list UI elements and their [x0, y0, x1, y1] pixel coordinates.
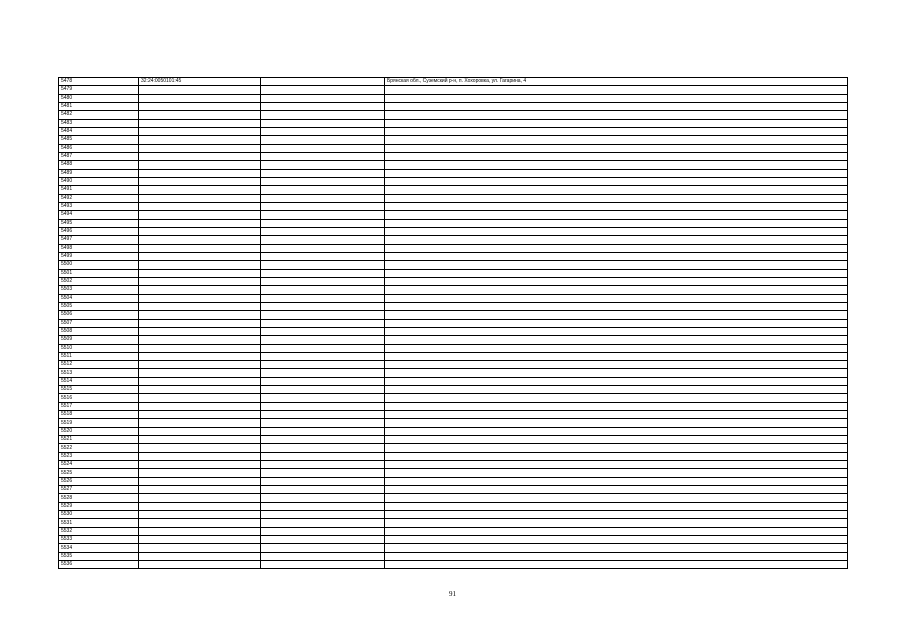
- extra-number-cell: [261, 311, 385, 319]
- table-row: [59, 444, 848, 452]
- address-cell: [385, 419, 848, 427]
- address-cell: [385, 169, 848, 177]
- cadastral-number-cell: [139, 286, 261, 294]
- table-row: [59, 519, 848, 527]
- extra-number-cell: [261, 86, 385, 94]
- cadastral-number-cell: [139, 144, 261, 152]
- address-cell: [385, 277, 848, 285]
- table-row: [59, 344, 848, 352]
- cadastral-number-cell: [139, 169, 261, 177]
- cadastral-number-cell: [139, 544, 261, 552]
- cadastral-number-cell: [139, 227, 261, 235]
- address-cell: [385, 252, 848, 260]
- address-cell: [385, 86, 848, 94]
- extra-number-cell: [261, 177, 385, 185]
- cadastral-number-cell: [139, 536, 261, 544]
- table-row: [59, 352, 848, 360]
- address-cell: [385, 244, 848, 252]
- address-cell: [385, 502, 848, 510]
- row-number-cell: 5480: [59, 94, 139, 102]
- extra-number-cell: [261, 252, 385, 260]
- extra-number-cell: [261, 261, 385, 269]
- extra-number-cell: [261, 361, 385, 369]
- address-cell: [385, 344, 848, 352]
- table-row: [59, 236, 848, 244]
- row-number-cell: 5518: [59, 411, 139, 419]
- table-row: [59, 161, 848, 169]
- extra-number-cell: [261, 211, 385, 219]
- register-table-body: [59, 78, 848, 569]
- address-cell: [385, 527, 848, 535]
- cadastral-number-cell: 32:24:0050101:45: [139, 78, 261, 86]
- address-cell: [385, 427, 848, 435]
- table-row: [59, 361, 848, 369]
- address-cell: [385, 552, 848, 560]
- address-cell: [385, 494, 848, 502]
- address-cell: [385, 119, 848, 127]
- row-number-cell: 5485: [59, 136, 139, 144]
- cadastral-number-cell: [139, 194, 261, 202]
- table-row: [59, 86, 848, 94]
- address-cell: [385, 202, 848, 210]
- row-number-cell: 5491: [59, 186, 139, 194]
- row-number-cell: 5507: [59, 319, 139, 327]
- table-row: [59, 186, 848, 194]
- row-number-cell: 5486: [59, 144, 139, 152]
- row-number-cell: 5494: [59, 211, 139, 219]
- cadastral-number-cell: [139, 252, 261, 260]
- table-row: [59, 78, 848, 86]
- table-row: [59, 336, 848, 344]
- address-cell: [385, 452, 848, 460]
- row-number-cell: 5513: [59, 369, 139, 377]
- extra-number-cell: [261, 511, 385, 519]
- extra-number-cell: [261, 377, 385, 385]
- cadastral-number-cell: [139, 377, 261, 385]
- row-number-cell: 5516: [59, 394, 139, 402]
- table-row: [59, 552, 848, 560]
- row-number-cell: 5536: [59, 561, 139, 569]
- cadastral-number-cell: [139, 94, 261, 102]
- cadastral-number-cell: [139, 127, 261, 135]
- address-cell: [385, 394, 848, 402]
- table-row: [59, 227, 848, 235]
- cadastral-number-cell: [139, 244, 261, 252]
- extra-number-cell: [261, 144, 385, 152]
- address-cell: [385, 352, 848, 360]
- row-number-cell: 5533: [59, 536, 139, 544]
- row-number-cell: 5528: [59, 494, 139, 502]
- address-cell: [385, 219, 848, 227]
- address-cell: Брянская обл., Суземский р-н, п. Хохоровка, ул. Гагарина, 4: [385, 78, 848, 86]
- address-cell: [385, 411, 848, 419]
- table-row: [59, 436, 848, 444]
- table-row: [59, 94, 848, 102]
- extra-number-cell: [261, 469, 385, 477]
- address-cell: [385, 294, 848, 302]
- cadastral-number-cell: [139, 302, 261, 310]
- table-row: [59, 561, 848, 569]
- address-cell: [385, 486, 848, 494]
- extra-number-cell: [261, 402, 385, 410]
- cadastral-number-cell: [139, 219, 261, 227]
- table-row: [59, 369, 848, 377]
- extra-number-cell: [261, 294, 385, 302]
- table-row: [59, 252, 848, 260]
- extra-number-cell: [261, 202, 385, 210]
- extra-number-cell: [261, 561, 385, 569]
- row-number-cell: 5517: [59, 402, 139, 410]
- address-cell: [385, 369, 848, 377]
- address-cell: [385, 536, 848, 544]
- row-number-cell: 5521: [59, 436, 139, 444]
- address-cell: [385, 561, 848, 569]
- register-table: [58, 77, 848, 569]
- cadastral-number-cell: [139, 319, 261, 327]
- document-page: [58, 77, 847, 569]
- cadastral-number-cell: [139, 427, 261, 435]
- extra-number-cell: [261, 344, 385, 352]
- cadastral-number-cell: [139, 294, 261, 302]
- extra-number-cell: [261, 544, 385, 552]
- cadastral-number-cell: [139, 527, 261, 535]
- table-row: [59, 119, 848, 127]
- table-row: [59, 511, 848, 519]
- table-row: [59, 194, 848, 202]
- cadastral-number-cell: [139, 119, 261, 127]
- extra-number-cell: [261, 502, 385, 510]
- extra-number-cell: [261, 194, 385, 202]
- address-cell: [385, 261, 848, 269]
- extra-number-cell: [261, 169, 385, 177]
- address-cell: [385, 127, 848, 135]
- address-cell: [385, 311, 848, 319]
- row-number-cell: 5501: [59, 269, 139, 277]
- cadastral-number-cell: [139, 336, 261, 344]
- extra-number-cell: [261, 269, 385, 277]
- cadastral-number-cell: [139, 402, 261, 410]
- table-row: [59, 469, 848, 477]
- table-row: [59, 311, 848, 319]
- table-row: [59, 202, 848, 210]
- extra-number-cell: [261, 394, 385, 402]
- address-cell: [385, 477, 848, 485]
- address-cell: [385, 319, 848, 327]
- extra-number-cell: [261, 102, 385, 110]
- row-number-cell: 5502: [59, 277, 139, 285]
- address-cell: [385, 336, 848, 344]
- extra-number-cell: [261, 302, 385, 310]
- cadastral-number-cell: [139, 444, 261, 452]
- extra-number-cell: [261, 78, 385, 86]
- address-cell: [385, 236, 848, 244]
- address-cell: [385, 227, 848, 235]
- cadastral-number-cell: [139, 177, 261, 185]
- extra-number-cell: [261, 552, 385, 560]
- row-number-cell: 5498: [59, 244, 139, 252]
- row-number-cell: 5523: [59, 452, 139, 460]
- cadastral-number-cell: [139, 102, 261, 110]
- table-row: [59, 502, 848, 510]
- table-row: [59, 136, 848, 144]
- extra-number-cell: [261, 369, 385, 377]
- cadastral-number-cell: [139, 86, 261, 94]
- cadastral-number-cell: [139, 452, 261, 460]
- extra-number-cell: [261, 161, 385, 169]
- table-row: [59, 544, 848, 552]
- table-row: [59, 102, 848, 110]
- row-number-cell: 5479: [59, 86, 139, 94]
- address-cell: [385, 211, 848, 219]
- table-row: [59, 261, 848, 269]
- row-number-cell: 5529: [59, 502, 139, 510]
- row-number-cell: 5530: [59, 511, 139, 519]
- table-row: [59, 461, 848, 469]
- cadastral-number-cell: [139, 269, 261, 277]
- cadastral-number-cell: [139, 461, 261, 469]
- row-number-cell: 5503: [59, 286, 139, 294]
- extra-number-cell: [261, 136, 385, 144]
- row-number-cell: 5484: [59, 127, 139, 135]
- extra-number-cell: [261, 494, 385, 502]
- cadastral-number-cell: [139, 552, 261, 560]
- table-row: [59, 452, 848, 460]
- cadastral-number-cell: [139, 502, 261, 510]
- row-number-cell: 5482: [59, 111, 139, 119]
- address-cell: [385, 444, 848, 452]
- cadastral-number-cell: [139, 111, 261, 119]
- row-number-cell: 5534: [59, 544, 139, 552]
- table-row: [59, 419, 848, 427]
- row-number-cell: 5497: [59, 236, 139, 244]
- table-row: [59, 536, 848, 544]
- table-row: [59, 427, 848, 435]
- address-cell: [385, 136, 848, 144]
- cadastral-number-cell: [139, 161, 261, 169]
- table-row: [59, 402, 848, 410]
- table-row: [59, 302, 848, 310]
- table-row: [59, 277, 848, 285]
- table-row: [59, 144, 848, 152]
- cadastral-number-cell: [139, 361, 261, 369]
- row-number-cell: 5488: [59, 161, 139, 169]
- extra-number-cell: [261, 519, 385, 527]
- address-cell: [385, 177, 848, 185]
- address-cell: [385, 111, 848, 119]
- row-number-cell: 5524: [59, 461, 139, 469]
- extra-number-cell: [261, 94, 385, 102]
- table-row: [59, 219, 848, 227]
- address-cell: [385, 386, 848, 394]
- row-number-cell: 5512: [59, 361, 139, 369]
- row-number-cell: 5478: [59, 78, 139, 86]
- row-number-cell: 5493: [59, 202, 139, 210]
- cadastral-number-cell: [139, 211, 261, 219]
- row-number-cell: 5511: [59, 352, 139, 360]
- cadastral-number-cell: [139, 202, 261, 210]
- table-row: [59, 394, 848, 402]
- table-row: [59, 294, 848, 302]
- row-number-cell: 5515: [59, 386, 139, 394]
- table-row: [59, 127, 848, 135]
- table-row: [59, 269, 848, 277]
- row-number-cell: 5490: [59, 177, 139, 185]
- row-number-cell: 5525: [59, 469, 139, 477]
- row-number-cell: 5483: [59, 119, 139, 127]
- row-number-cell: 5495: [59, 219, 139, 227]
- address-cell: [385, 511, 848, 519]
- row-number-cell: 5500: [59, 261, 139, 269]
- cadastral-number-cell: [139, 519, 261, 527]
- address-cell: [385, 269, 848, 277]
- row-number-cell: 5527: [59, 486, 139, 494]
- page-number: 91: [449, 590, 456, 598]
- cadastral-number-cell: [139, 344, 261, 352]
- address-cell: [385, 461, 848, 469]
- table-row: [59, 177, 848, 185]
- table-row: [59, 327, 848, 335]
- extra-number-cell: [261, 244, 385, 252]
- cadastral-number-cell: [139, 186, 261, 194]
- extra-number-cell: [261, 186, 385, 194]
- table-row: [59, 169, 848, 177]
- cadastral-number-cell: [139, 261, 261, 269]
- row-number-cell: 5510: [59, 344, 139, 352]
- cadastral-number-cell: [139, 436, 261, 444]
- row-number-cell: 5520: [59, 427, 139, 435]
- row-number-cell: 5522: [59, 444, 139, 452]
- table-row: [59, 377, 848, 385]
- cadastral-number-cell: [139, 277, 261, 285]
- address-cell: [385, 161, 848, 169]
- row-number-cell: 5492: [59, 194, 139, 202]
- address-cell: [385, 519, 848, 527]
- address-cell: [385, 94, 848, 102]
- extra-number-cell: [261, 119, 385, 127]
- row-number-cell: 5489: [59, 169, 139, 177]
- table-row: [59, 111, 848, 119]
- cadastral-number-cell: [139, 411, 261, 419]
- extra-number-cell: [261, 286, 385, 294]
- row-number-cell: 5535: [59, 552, 139, 560]
- row-number-cell: 5506: [59, 311, 139, 319]
- extra-number-cell: [261, 327, 385, 335]
- extra-number-cell: [261, 477, 385, 485]
- cadastral-number-cell: [139, 352, 261, 360]
- row-number-cell: 5508: [59, 327, 139, 335]
- address-cell: [385, 377, 848, 385]
- cadastral-number-cell: [139, 486, 261, 494]
- address-cell: [385, 186, 848, 194]
- table-row: [59, 244, 848, 252]
- row-number-cell: 5504: [59, 294, 139, 302]
- cadastral-number-cell: [139, 136, 261, 144]
- extra-number-cell: [261, 277, 385, 285]
- table-row: [59, 152, 848, 160]
- row-number-cell: 5499: [59, 252, 139, 260]
- table-row: [59, 486, 848, 494]
- address-cell: [385, 436, 848, 444]
- row-number-cell: 5519: [59, 419, 139, 427]
- address-cell: [385, 144, 848, 152]
- extra-number-cell: [261, 152, 385, 160]
- extra-number-cell: [261, 436, 385, 444]
- address-cell: [385, 402, 848, 410]
- row-number-cell: 5496: [59, 227, 139, 235]
- extra-number-cell: [261, 452, 385, 460]
- cadastral-number-cell: [139, 419, 261, 427]
- cadastral-number-cell: [139, 152, 261, 160]
- row-number-cell: 5505: [59, 302, 139, 310]
- table-row: [59, 211, 848, 219]
- cadastral-number-cell: [139, 386, 261, 394]
- extra-number-cell: [261, 486, 385, 494]
- row-number-cell: 5531: [59, 519, 139, 527]
- extra-number-cell: [261, 411, 385, 419]
- table-row: [59, 527, 848, 535]
- cadastral-number-cell: [139, 311, 261, 319]
- extra-number-cell: [261, 444, 385, 452]
- cadastral-number-cell: [139, 477, 261, 485]
- row-number-cell: 5487: [59, 152, 139, 160]
- address-cell: [385, 286, 848, 294]
- address-cell: [385, 152, 848, 160]
- address-cell: [385, 361, 848, 369]
- address-cell: [385, 544, 848, 552]
- extra-number-cell: [261, 111, 385, 119]
- extra-number-cell: [261, 386, 385, 394]
- extra-number-cell: [261, 127, 385, 135]
- address-cell: [385, 327, 848, 335]
- extra-number-cell: [261, 419, 385, 427]
- cadastral-number-cell: [139, 561, 261, 569]
- row-number-cell: 5509: [59, 336, 139, 344]
- extra-number-cell: [261, 319, 385, 327]
- address-cell: [385, 194, 848, 202]
- address-cell: [385, 469, 848, 477]
- row-number-cell: 5481: [59, 102, 139, 110]
- cadastral-number-cell: [139, 494, 261, 502]
- extra-number-cell: [261, 336, 385, 344]
- row-number-cell: 5514: [59, 377, 139, 385]
- table-row: [59, 477, 848, 485]
- row-number-cell: 5532: [59, 527, 139, 535]
- table-row: [59, 319, 848, 327]
- table-row: [59, 494, 848, 502]
- extra-number-cell: [261, 461, 385, 469]
- row-number-cell: 5526: [59, 477, 139, 485]
- address-cell: [385, 302, 848, 310]
- extra-number-cell: [261, 236, 385, 244]
- cadastral-number-cell: [139, 511, 261, 519]
- table-row: [59, 386, 848, 394]
- extra-number-cell: [261, 427, 385, 435]
- cadastral-number-cell: [139, 394, 261, 402]
- cadastral-number-cell: [139, 327, 261, 335]
- extra-number-cell: [261, 219, 385, 227]
- address-cell: [385, 102, 848, 110]
- cadastral-number-cell: [139, 369, 261, 377]
- extra-number-cell: [261, 536, 385, 544]
- extra-number-cell: [261, 227, 385, 235]
- extra-number-cell: [261, 527, 385, 535]
- table-row: [59, 286, 848, 294]
- cadastral-number-cell: [139, 236, 261, 244]
- table-row: [59, 411, 848, 419]
- extra-number-cell: [261, 352, 385, 360]
- cadastral-number-cell: [139, 469, 261, 477]
